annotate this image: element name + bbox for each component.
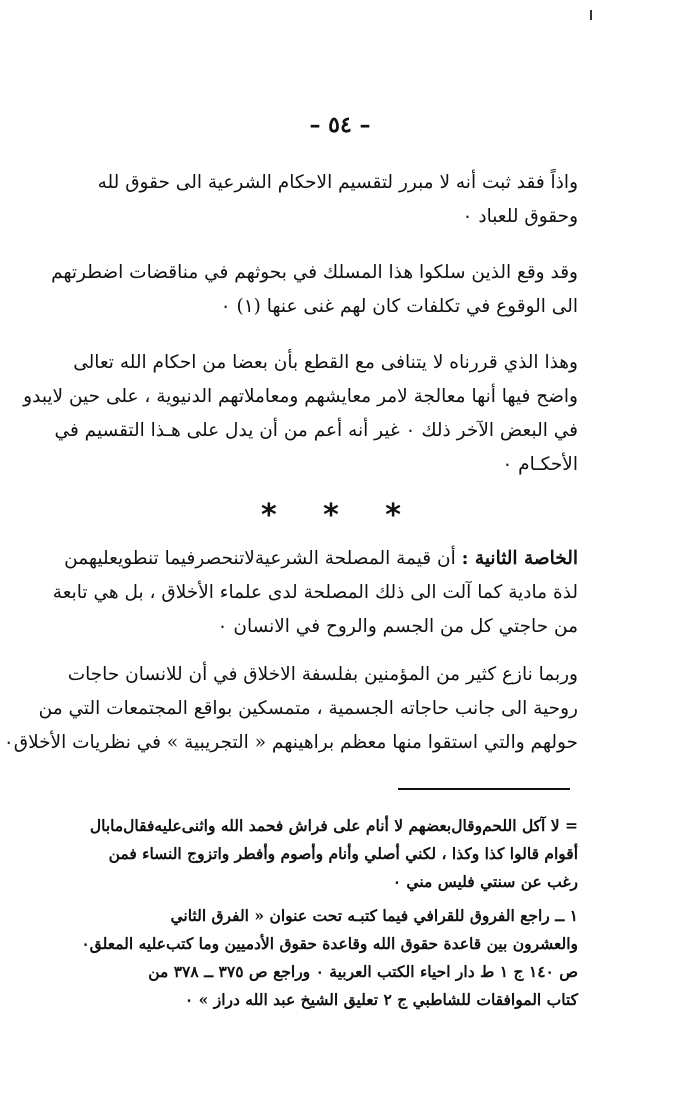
scan-speck [590, 10, 592, 20]
section-second-property [52, 542, 578, 644]
paragraph-line: في البعض الآخر ذلك ٠ غير أنه أعم من أن يدل على هـذا التقسيم في [54, 420, 578, 441]
paragraph-line: لذة مادية كما آلت الى ذلك المصلحة لدى علماء الأخلاق ، بل هي تابعة [52, 582, 578, 603]
footnote-line: كتاب الموافقات للشاطبي ج ٢ تعليق الشيخ عبد الله دراز » ٠ [184, 990, 578, 1009]
paragraph-1 [97, 166, 578, 234]
footnote-line: = لا آكل اللحم‌وقال‌بعضهم لا أنام على فراش فحمد الله واثنى‌عليه‌فقال‌مابال [89, 816, 578, 835]
paragraph-line: وحقوق للعباد ٠ [462, 206, 578, 227]
paragraph-2 [51, 256, 578, 324]
paragraph-line: الى الوقوع في تكلفات كان لهم غنى عنها (١) ٠ [220, 296, 578, 317]
section-line-text: أن قيمة المصلحة الشرعيةلاتنحصرفيما تنطويعليهمن [64, 548, 456, 569]
paragraph-line: وربما نازع كثير من المؤمنين بفلسفة الاخلاق في أن للانسان حاجات [67, 664, 578, 685]
footnote-continued [89, 812, 578, 896]
paragraph-line: واضح فيها أنها معالجة لامر معايشهم ومعاملاتهم الدنيوية ، على حين لايبدو [23, 386, 578, 407]
section-first-line [64, 542, 578, 576]
paragraph-line: حولهم والتي استقوا منها معظم براهينهم « التجريبية » في نظريات الأخلاق٠ [3, 732, 578, 753]
page-number: – ٥٤ – [309, 112, 371, 138]
paragraph-line: روحية الى جانب حاجاته الجسمية ، متمسكين بواقع المجتمعات التي من [38, 698, 578, 719]
footnote-line: أقوام قالوا كذا وكذا ، لكني أصلي وأنام وأصوم وأفطر واتزوج النساء فمن [108, 844, 578, 863]
footnote-line: والعشرون بين قاعدة حقوق الله وقاعدة حقوق الأدميين وما كتب‌عليه المعلق٠ [81, 934, 578, 953]
footnote-line: ص ١٤٠ ج ١ ط دار احياء الكتب العربية ٠ وراجع ص ٣٧٥ ــ ٣٧٨ من [148, 962, 578, 981]
footnote-1 [81, 902, 578, 1014]
paragraph-line: واذاً فقد ثبت أنه لا مبرر لتقسيم الاحكام الشرعية الى حقوق لله [97, 172, 578, 193]
footnote-divider [398, 788, 570, 790]
paragraph-line: وقد وقع الذين سلكوا هذا المسلك في بحوثهم في مناقضات اضطرتهم [51, 262, 578, 283]
paragraph-5 [3, 658, 578, 760]
paragraph-line: وهذا الذي قررناه لا يتنافى مع القطع بأن بعضا من احكام الله تعالى [73, 352, 578, 373]
section-separator: * * * [261, 498, 419, 533]
footnote-line: رغب عن سنتي فليس مني ٠ [392, 872, 578, 891]
footnote-line: ١ ــ راجع الفروق للقرافي فيما كتبـه تحت عنوان « الفرق الثاني [170, 906, 578, 925]
paragraph-3 [23, 346, 578, 482]
section-heading: الخاصة الثانية : [461, 548, 578, 569]
paragraph-line: من حاجتي كل من الجسم والروح في الانسان ٠ [217, 616, 578, 637]
paragraph-line: الأحكـام ٠ [502, 454, 578, 475]
